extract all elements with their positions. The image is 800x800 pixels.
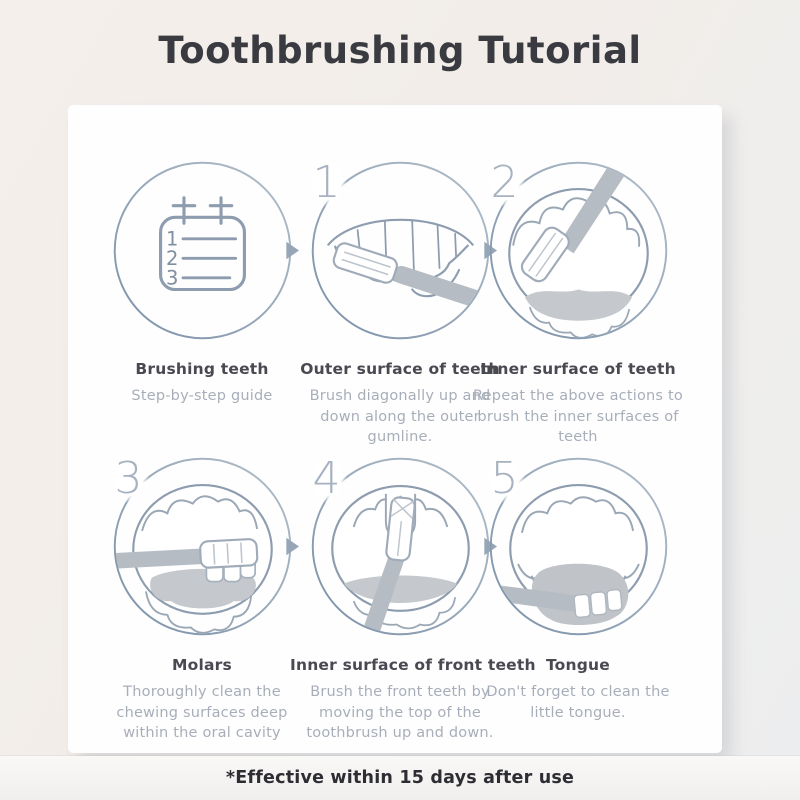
step-illustration [105, 449, 300, 644]
step-title: Brushing teeth [135, 360, 269, 378]
page-header [0, 0, 800, 100]
checklist-row-number: 3 [165, 266, 178, 290]
tongue-shape [524, 290, 631, 321]
step-number: 2 [485, 159, 525, 207]
step-title: Tongue [545, 656, 611, 674]
tutorial-card [68, 105, 722, 753]
step-description: Brush diagonally up and down along the outer gumline. [309, 388, 491, 446]
step-title: Inner surface of front teeth [290, 656, 536, 674]
footer-bar [0, 756, 800, 800]
checklist-row-number: 2 [165, 247, 178, 271]
checklist-icon [105, 153, 300, 348]
step-title: Outer surface of teeth [300, 360, 500, 378]
step-description: Don't forget to clean the little tongue. [486, 684, 670, 721]
step-description: Step-by-step guide [131, 388, 273, 404]
step-description: Brush the front teeth by moving the top of the toothbrush up and down. [306, 684, 494, 742]
step-molars [92, 449, 312, 744]
step-description: Repeat the above actions to brush the inner surfaces of teeth [473, 388, 683, 446]
checklist-row-number: 1 [165, 227, 178, 251]
step-inner-surface [468, 153, 688, 448]
step-illustration [481, 449, 676, 644]
step-title: Molars [172, 656, 232, 674]
step-number: 5 [485, 455, 525, 503]
step-number: 4 [307, 455, 347, 503]
step-illustration [481, 153, 676, 348]
step-tongue [468, 449, 688, 723]
footer-note: *Effective within 15 days after use [225, 768, 575, 788]
step-title: Inner surface of teeth [480, 360, 676, 378]
step-number: 1 [307, 159, 347, 207]
step-brushing-teeth [92, 153, 312, 407]
step-description: Thoroughly clean the chewing surfaces deep within the oral cavity [116, 684, 288, 742]
page-title: Toothbrushing Tutorial [158, 28, 642, 72]
step-number: 3 [109, 455, 149, 503]
step-illustration [105, 153, 300, 348]
